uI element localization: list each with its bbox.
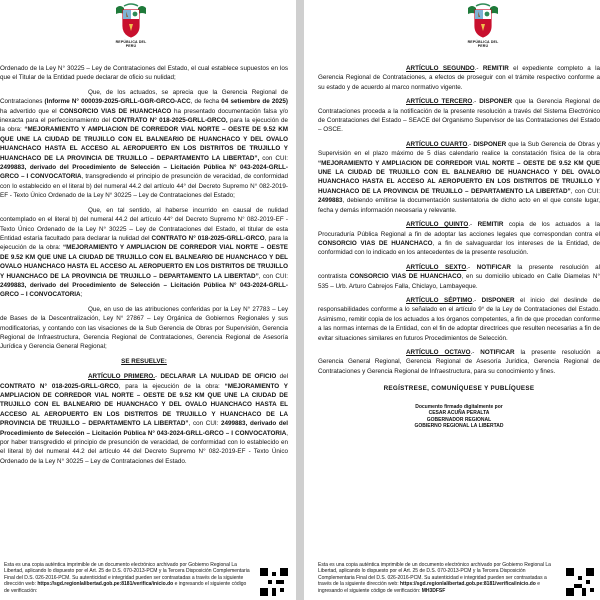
qr-code-icon xyxy=(566,568,594,596)
signer-name: CESAR ACUÑA PERALTA xyxy=(428,410,490,417)
resolve-heading: SE RESUELVE: xyxy=(121,357,167,365)
paragraph: Ordenado de la Ley N° 30225 – Ley de Contrataciones del Estado, el cual establece supuestos en los que el Titular de la Entidad puede declarar de oficio su nulidad; xyxy=(0,65,288,82)
signer-title: GOBERNADOR REGIONAL xyxy=(426,416,492,423)
left-body-text xyxy=(0,64,288,471)
national-crest xyxy=(466,2,500,48)
signer-entity: GOBIERNO REGIONAL LA LIBERTAD xyxy=(414,423,504,430)
article-seventh: ARTÍCULO SÉPTIMO.- DISPONER el inicio del deslinde de responsabilidades conforme a lo señalado en el artículo 9° de la Ley de Contrataciones del Estado. Asimismo, remitir copia de los actuados a los órganos competentes, a fin de que procedan conforme a las normas internas de la Entidad, con el fin de adoptar directrices que resulten necesarias a fin de evitar situaciones similares en futuros Procedimientos de Selección. xyxy=(318,296,600,342)
crest-caption: REPÚBLICA DEL PERÚ xyxy=(467,40,499,48)
crest-caption: REPÚBLICA DEL PERÚ xyxy=(115,40,147,48)
closing-formula: REGÍSTRESE, COMUNÍQUESE Y PUBLÍQUESE xyxy=(383,385,535,393)
paragraph: Que, en uso de las atribuciones conferidas por la Ley N° 27783 – Ley de Bases de la Descentralización, Ley N° 27867 – Ley Orgánica de Gobiernos Regionales y sus modificatorias, y contando con las visaciones de la Sub Gerencia de Obras por Supervisión, Gerencia Regional de Infraestructura, Gerencia Regional de Contrataciones, Gerencia Regional de Asesoría Jurídica y Gerencia General Regional; xyxy=(0,305,288,351)
national-crest xyxy=(114,2,148,48)
document-page-left xyxy=(0,0,296,600)
document-page-right xyxy=(304,0,600,600)
digital-signature xyxy=(318,404,600,430)
article-third: ARTÍCULO TERCERO.- DISPONER que la Gerencia Regional de Contrataciones proceda a la notificación de la presente resolución a través del Sistema Electrónico de Contrataciones del Estado – SEACE del Organismo Supervisor de las Contrataciones del Estado – OSCE. xyxy=(318,98,600,134)
article-fifth: ARTÍCULO QUINTO.- REMITIR copia de los actuados a la Procuraduría Pública Regional a fin de adoptar las acciones legales que correspondan contra el CONSORCIO VIAS DE HUANCHACO, a fin de salvaguardar los intereses de la Entidad, de conformidad con lo indicado en los antecedentes de la presente resolución. xyxy=(318,221,600,257)
verification-footer: Esta es una copia auténtica imprimible de un documento electrónico archivado por Gobierno Regional La Libertad, aplicando lo dispuesto por el Art. 25 de D.S. 070-2013-PCM y la Tercera Disposición Complementaria Final del D.S. 026-2016-PCM. Su autenticidad e integridad pueden ser contrastadas a través de la siguiente dirección web: https://sgd.regionlalibertad.gob.pe:8181/verifica/inicio.do e ingresando el siguiente código de verificación: MH3DFSF xyxy=(318,561,551,594)
signature-line: Documento firmado digitalmente por xyxy=(415,403,503,410)
right-body-text xyxy=(318,64,600,430)
paragraph: Que, de los actuados, se aprecia que la Gerencia Regional de Contrataciones (Informe N° 000039-2025-GRLL-GGR-GRCO-ACC, de fecha 04 setiembre de 2025) ha advertido que el CONSORCIO VIAS DE HUANCHACO ha presentado documentación falsa y/o inexacta para el perfeccionamiento del CONTRATO N° 018-2025-GRLL-GRCO, para la ejecución de la obra: “MEJORAMIENTO Y AMPLIACION DE CORREDOR VIAL NORTE – OESTE DE 9.52 KM QUE UNE LA CIUDAD DE TRUJILLO CON EL BALNEARIO DE HUANCHACO Y DEL OVALO HUANCHACO HASTA EL ACCESO AL AEROPUERTO EN LOS DISTRITOS DE TRUJILLO Y HUANCHACO DE LA PROVINCIA DE TRUJILLO – DEPARTAMENTO LA LIBERTAD”, con CUI: 2499883, derivado del Procedimiento de Selección – Licitación Pública N° 043-2024-GRLL-GRCO – I CONVOCATORIA, transgrediendo el principio de presunción de veracidad, de conformidad con lo establecido en el literal b) del numeral 44.2 del artículo 44° del Decreto Supremo N° 082-2019-EF - Texto Único Ordenado de la Ley N° 30225 – Ley de Contrataciones del Estado; xyxy=(0,88,289,200)
verification-footer: Esta es una copia auténtica imprimible de un documento electrónico archivado por Gobierno Regional La Libertad, aplicando lo dispuesto por el Art. 25 de D.S. 070-2013-PCM y la Tercera Disposición Complementaria Final del D.S. 026-2016-PCM. Su autenticidad e integridad pueden ser contrastadas a través de la siguiente dirección web: https://sgd.regionlalibertad.gob.pe:8181/verifica/inicio.do e ingresando el siguiente código de verificación: xyxy=(4,561,250,594)
paragraph: Que, en tal sentido, al haberse incurrido en causal de nulidad contemplado en el literal b) del numeral 44.2 del artículo 44° del Decreto Supremo N° 082-2019-EF - Texto Único Ordenado de la Ley N° 30225 – Ley de Contrataciones del Estado, el titular de esta Entidad estaría facultado para declarar la nulidad del CONTRATO N° 018-2025-GRLL-GRCO, para la ejecución de la obra: “MEJORAMIENTO Y AMPLIACION DE CORREDOR VIAL NORTE – OESTE DE 9.52 KM QUE UNE LA CIUDAD DE TRUJILLO CON EL BALNEARIO DE HUANCHACO Y DEL OVALO HUANCHACO HASTA EL ACCESO AL AEROPUERTO EN LOS DISTRITOS DE TRUJILLO Y HUANCHACO DE LA PROVINCIA DE TRUJILLO – DEPARTAMENTO LA LIBERTAD”, con CUI: 2499883, derivado del Procedimiento de Selección – Licitación Pública N° 043-2024-GRLL-GRCO – I CONVOCATORIA; xyxy=(0,206,288,299)
coat-of-arms-icon xyxy=(114,2,148,40)
article-eighth: ARTÍCULO OCTAVO.- NOTIFICAR la presente resolución a Gerencia General Regional, Gerencia Regional de Asesoría Jurídica, Gerencia Regional de Contrataciones y Gerencia Regional de Infraestructura, para su conocimiento y fines. xyxy=(318,348,600,375)
article-fourth: ARTÍCULO CUARTO.- DISPONER que la Sub Gerencia de Obras y Supervisión en el plazo máximo de 5 días calendario realice la constatación física de la obra “MEJORAMIENTO Y AMPLIACION DE CORREDOR VIAL NORTE – OESTE DE 9.52 KM QUE UNE LA CIUDAD DE TRUJILLO CON EL BALNEARIO DE HUANCHACO Y DEL OVALO HUANCHACO HASTA EL ACCESO AL AEROPUERTO EN LOS DISTRITOS DE TRUJILLO Y HUANCHACO DE LA PROVINCIA DE TRUJILLO – DEPARTAMENTO LA LIBERTAD”, con CUI: 2499883, debiendo emitirse la documentación sustentatoria de dicho acto en el que conste lugar, fecha y demás información necesaria y relevante. xyxy=(318,140,600,214)
article-sixth: ARTÍCULO SEXTO.- NOTIFICAR la presente resolución al contratista CONSORCIO VIAS DE HUANCHACO, en su domicilio ubicado en Calle Diamelas N° 535 – Urb. Arturo Cabrejos Falla, Chiclayo, Lambayeque. xyxy=(318,263,600,290)
coat-of-arms-icon xyxy=(466,2,500,40)
qr-code-icon xyxy=(260,568,288,596)
article-second: ARTÍCULO SEGUNDO.- REMITIR el expediente completo a la Gerencia Regional de Contrataciones, a efectos de proseguir con el trámite respectivo conforme a su estado y de acuerdo al marco normativo vigente. xyxy=(318,65,600,91)
article-one: ARTÍCULO PRIMERO.- DECLARAR LA NULIDAD DE OFICIO del CONTRATO N° 018-2025-GRLL-GRCO, para la ejecución de la obra: “MEJORAMIENTO Y AMPLIACION DE CORREDOR VIAL NORTE – OESTE DE 9.52 KM QUE UNE LA CIUDAD DE TRUJILLO CON EL BALNEARIO DE HUANCHACO Y DEL OVALO HUANCHACO HASTA EL ACCESO AL AEROPUERTO EN LOS DISTRITOS DE TRUJILLO Y HUANCHACO DE LA PROVINCIA DE TRUJILLO – DEPARTAMENTO LA LIBERTAD”, con CUI: 2499883, derivado del Procedimiento de Selección – Licitación Pública N° 043-2024-GRLL-GRCO – I CONVOCATORIA, por haber transgredido el principio de presunción de veracidad, de conformidad con lo establecido en el literal b) del numeral 44.2 del artículo 44 del Decreto Supremo N° 082-2019-EF - Texto Único Ordenado de la Ley N° 30225 – Ley de Contrataciones del Estado. xyxy=(0,373,289,465)
